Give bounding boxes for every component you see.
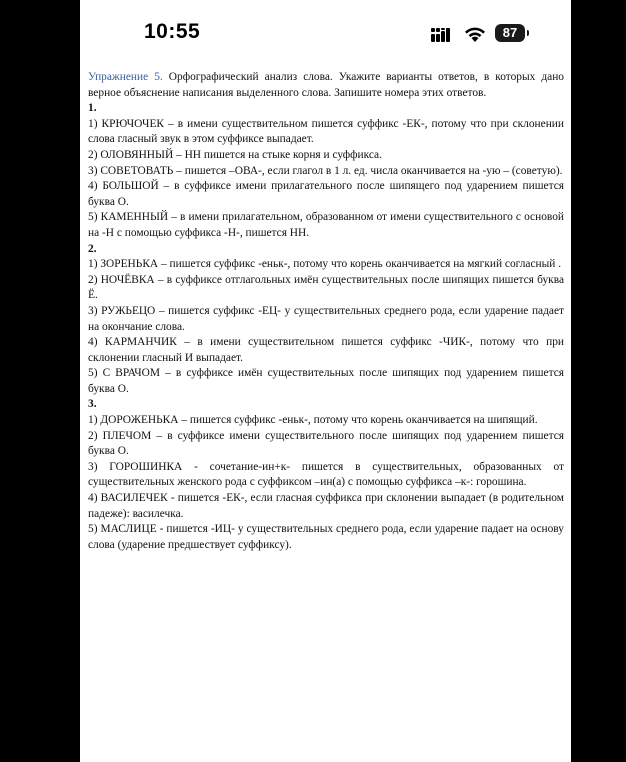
exercise-instruction: Орфографический анализ слова. Укажите варианты ответов, в которых дано верное объяснение написания выделенного слова. Запишите номера этих ответов.	[88, 71, 565, 99]
list-item: 3) СОВЕТОВАТЬ – пишется –ОВА-, если глагол в 1 л. ед. числа оканчивается на -ую – (советую).	[88, 164, 563, 177]
list-item: 1) ДОРОЖЕНЬКА – пишется суффикс -еньк-, потому что корень оканчивается на шипящий.	[88, 414, 538, 427]
exercise-header	[88, 70, 564, 101]
list-item: 3) ГОРОШИНКА - сочетание-ин+к- пишется в существительных, образованных от существительных женского рода с суффиксом –ин(а) с помощью суффикса –к-: горошина.	[88, 460, 564, 489]
list-item: 5) С ВРАЧОМ – в суффиксе имён существительных после шипящих под ударением пишется буква О.	[88, 367, 564, 395]
status-bar	[80, 0, 571, 66]
group-number: 1.	[88, 102, 97, 115]
exercise-text	[88, 70, 564, 553]
list-item: 1) ЗОРЕНЬКА – пишется суффикс -еньк-, потому что корень оканчивается на мягкий согласный .	[88, 258, 562, 271]
list-item: 2) ПЛЕЧОМ – в суффиксе имени существительного после шипящих под ударением пишется буква О.	[88, 429, 564, 458]
list-item: 5) МАСЛИЦЕ - пишется -ИЦ- у существительных среднего рода, если ударение падает на основу слова (ударение предшествует суффиксу).	[88, 523, 564, 551]
list-item: 3) РУЖЬЕЦО – пишется суффикс -ЕЦ- у существительных среднего рода, если ударение падает на окончание слова.	[88, 304, 564, 333]
battery-icon: 87	[495, 24, 525, 42]
group-number: 3.	[88, 398, 97, 411]
signal-icon	[431, 28, 451, 42]
list-item: 2) НОЧЁВКА – в суффиксе отглагольных имён существительных после шипящих пишется буква Ё.	[88, 273, 564, 302]
list-item: 2) ОЛОВЯННЫЙ – НН пишется на стыке корня и суффикса.	[88, 148, 382, 161]
list-item: 4) БОЛЬШОЙ – в суффиксе имени прилагательного после шипящего под ударением пишется буква О.	[88, 180, 564, 208]
exercise-title: Упражнение 5.	[88, 71, 163, 83]
phone-screen	[80, 0, 571, 762]
list-item: 1) КРЮЧОЧЕК – в имени существительном пишется суффикс -ЕК-, потому что при склонении слова гласный звук в этом суффиксе выпадает.	[88, 117, 564, 146]
list-item: 4) КАРМАНЧИК – в имени существительном пишется суффикс -ЧИК-, потому что при склонении гласный И выпадает.	[88, 336, 564, 364]
list-item: 5) КАМЕННЫЙ – в имени прилагательном, образованном от имени существительного с основой на -Н с помощью суффикса -Н-, пишется НН.	[88, 211, 564, 239]
clock: 10:55	[144, 20, 201, 43]
group-number: 2.	[88, 242, 97, 255]
wifi-icon	[464, 25, 486, 43]
list-item: 4) ВАСИЛЕЧЕК - пишется -ЕК-, если гласная суффикса при склонении выпадает (в родительном падеже): василечка.	[88, 492, 564, 520]
